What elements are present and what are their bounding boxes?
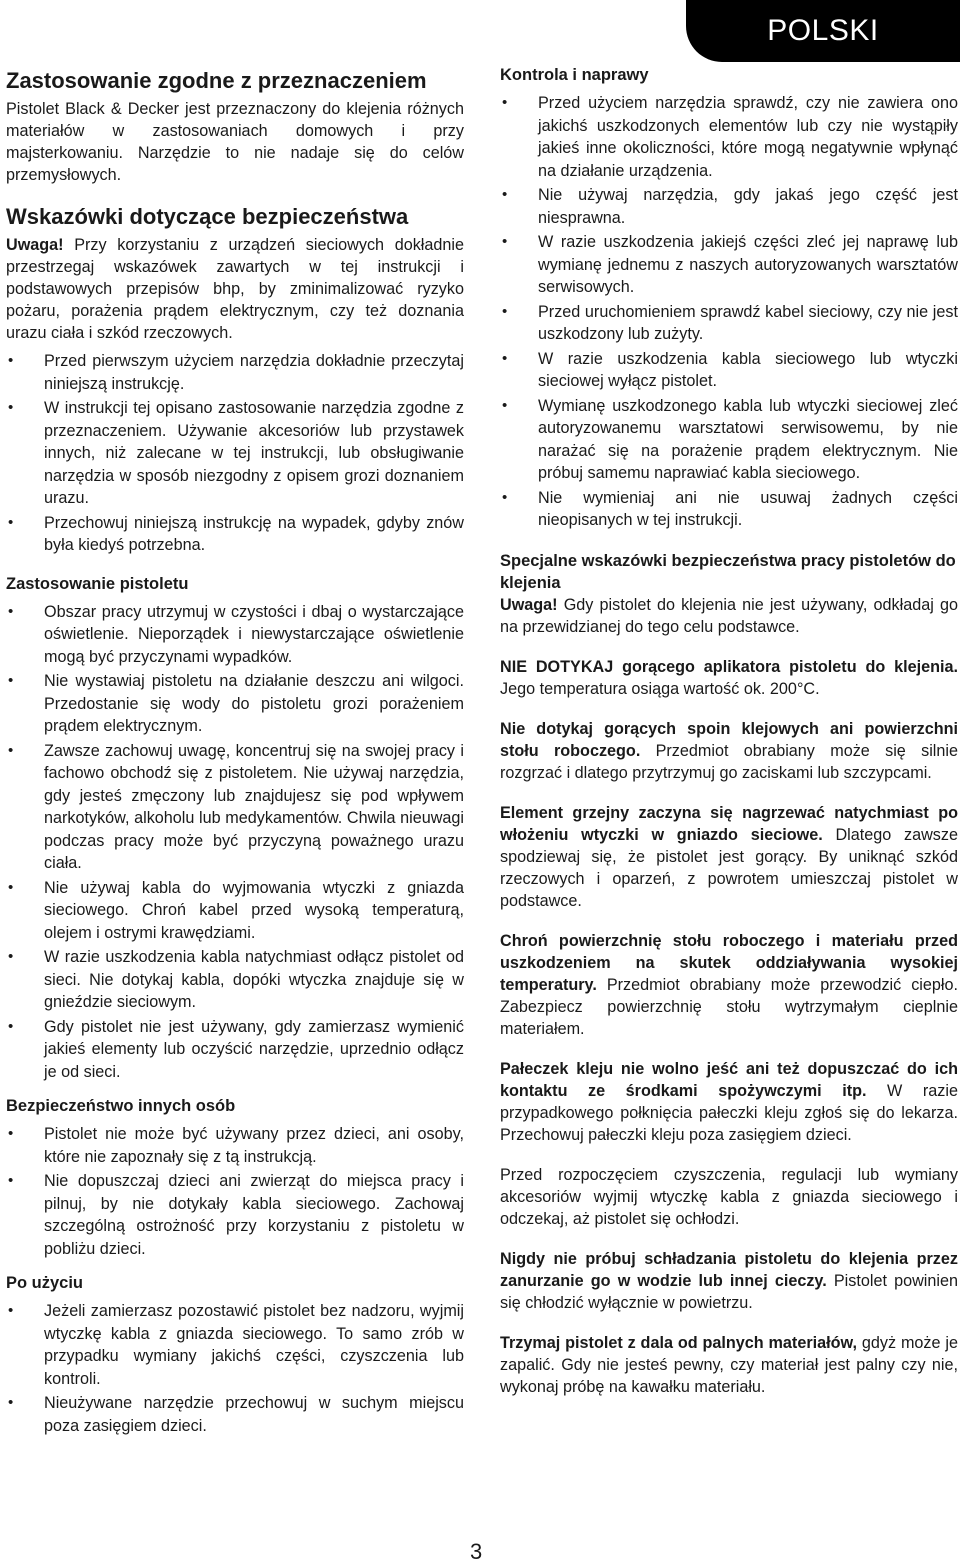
language-tab: POLSKI bbox=[686, 0, 960, 62]
section-title-special-safety: Specjalne wskazówki bezpieczeństwa pracy pistoletów do klejenia bbox=[500, 551, 956, 592]
after-use-list bbox=[6, 1300, 464, 1437]
paragraph-text: gdyż może je zapalić. Gdy nie jesteś pewny, czy materiał jest palny czy nie, wykonaj próbę na kawałku materiału. bbox=[500, 1333, 959, 1396]
section-title-safety: Wskazówki dotyczące bezpieczeństwa bbox=[6, 204, 409, 229]
bold-lead: NIE DOTYKAJ gorącego aplikatora pistoletu do klejenia. bbox=[500, 657, 958, 676]
bold-lead: Nie dotykaj gorących spoin klejowych ani powierzchni stołu roboczego. bbox=[500, 719, 958, 760]
paragraph-hot-nozzle bbox=[500, 656, 958, 700]
paragraph-cleaning: Przed rozpoczęciem czyszczenia, regulacji lub wymiany akcesoriów wyjmij wtyczkę kabla z gniazda sieciowego i odczekaj, aż pistolet się ochłodzi. bbox=[500, 1165, 958, 1228]
warning-text: Przy korzystaniu z urządzeń sieciowych dokładnie przestrzegaj wskazówek zawartych w tej instrukcji i podstawowych przepisów bhp, by zminimalizować ryzyko pożaru, porażenia prądem elektrycznym, czy też doznania urazu ciała i szkód rzeczowych. bbox=[6, 236, 464, 342]
gun-use-list bbox=[6, 601, 464, 1084]
paragraph-text: Gdy pistolet do klejenia nie jest używany, odkładaj go na przewidzianej do tego celu podstawce. bbox=[500, 595, 958, 636]
intended-use-text: Pistolet Black & Decker jest przeznaczony do klejenia różnych materiałów w zastosowaniach domowych i przy majsterkowaniu. Narzędzie to nie nadaje się do celów przemysłowych. bbox=[6, 100, 464, 184]
list-item: • W razie uszkodzenia kabla natychmiast odłącz pistolet od sieci. Nie dotykaj kabla, dopóki wtyczka znajduje się w gnieździe sieciowym. bbox=[6, 946, 464, 1014]
paragraph-cooling bbox=[500, 1248, 958, 1314]
safety-warning-paragraph bbox=[6, 234, 464, 344]
bold-lead: Element grzejny zaczyna się nagrzewać natychmiast po włożeniu wtyczki w gniazdo sieciowe. bbox=[500, 803, 958, 844]
paragraph-protect-surface bbox=[500, 930, 958, 1040]
bold-lead: Trzymaj pistolet z dala od palnych materiałów, bbox=[500, 1333, 857, 1352]
paragraph-text: Dlatego zawsze spodziewaj się, że pistolet jest gorący. By uniknąć szkód rzeczowych i oparzeń, z powrotem umieszczaj pistolet w podstawce. bbox=[500, 825, 958, 910]
list-item: • Nieużywane narzędzie przechowuj w suchym miejscu poza zasięgiem dzieci. bbox=[6, 1392, 464, 1437]
list-item: • Przed uruchomieniem sprawdź kabel sieciowy, czy nie jest uszkodzony lub zużyty. bbox=[500, 301, 958, 346]
paragraph-flammable bbox=[500, 1332, 958, 1398]
paragraph-text: Pistolet powinien się chłodzić wyłącznie w powietrzu. bbox=[500, 1271, 958, 1312]
paragraph-warning bbox=[500, 594, 958, 638]
list-item: • Nie używaj narzędzia, gdy jakaś jego część jest niesprawna. bbox=[500, 184, 958, 229]
paragraph-glue-sticks bbox=[500, 1058, 958, 1146]
general-safety-list bbox=[6, 350, 464, 557]
list-item: • W razie uszkodzenia kabla sieciowego lub wtyczki sieciowej wyłącz pistolet. bbox=[500, 348, 958, 393]
right-column bbox=[500, 64, 958, 1398]
paragraph-text: W razie przypadkowego połknięcia pałeczki kleju zgłoś się do lekarza. Przechowuj pałeczki kleju poza zasięgiem dzieci. bbox=[500, 1081, 958, 1144]
section-title-gun-use: Zastosowanie pistoletu bbox=[6, 574, 189, 593]
list-item: • Nie wymieniaj ani nie usuwaj żadnych części nieopisanych w tej instrukcji. bbox=[500, 487, 958, 532]
list-item: • Przed użyciem narzędzia sprawdź, czy nie zawiera ono jakichś uszkodzonych elementów lub czy nie wystąpiły jakieś inne okoliczności, które mogą negatywnie wpłynąć na działanie urządzenia. bbox=[500, 92, 958, 182]
inspection-list bbox=[500, 92, 958, 532]
list-item: • Nie wystawiaj pistoletu na działanie deszczu ani wilgoci. Przedostanie się wody do pistoletu grozi porażeniem prądem elektrycznym. bbox=[6, 670, 464, 738]
bold-lead: Nigdy nie próbuj schładzania pistoletu do klejenia przez zanurzanie go w wodzie lub innej cieczy. bbox=[500, 1249, 958, 1290]
paragraph-hot-joints bbox=[500, 718, 958, 784]
paragraph-heating-element bbox=[500, 802, 958, 912]
warning-label: Uwaga! bbox=[6, 236, 64, 254]
list-item: • Przechowuj niniejszą instrukcję na wypadek, gdyby znów była kiedyś potrzebna. bbox=[6, 512, 464, 557]
list-item: • Zawsze zachowuj uwagę, koncentruj się na swojej pracy i fachowo obchodź się z pistoletem. Nie używaj narzędzia, gdy jesteś zmęczony lub znajdujesz się pod wpływem narkotyków, alkoholu lub medykamentów. Chwila nieuwagi podczas pracy może być przyczyną poważnego urazu ciała. bbox=[6, 740, 464, 875]
section-title-others-safety: Bezpieczeństwo innych osób bbox=[6, 1097, 236, 1115]
list-item: • Przed pierwszym użyciem narzędzia dokładnie przeczytaj niniejszą instrukcję. bbox=[6, 350, 464, 395]
section-title-intended-use: Zastosowanie zgodne z przeznaczeniem bbox=[6, 68, 427, 93]
paragraph-text: Przedmiot obrabiany może przewodzić ciepło. Zabezpiecz powierzchnię stołu wytrzymałym cieplnie materiałem. bbox=[500, 975, 958, 1038]
list-item: • Wymianę uszkodzonego kabla lub wtyczki sieciowej zleć autoryzowanemu warsztatowi serwisowemu, by nie narażać się na porażenie prądem elektrycznym. Nie próbuj samemu naprawiać kabla sieciowego. bbox=[500, 395, 958, 485]
list-item: • Nie dopuszczaj dzieci ani zwierząt do miejsca pracy i pilnuj, by nie dotykały kabla sieciowego. Zachowaj szczególną ostrożność przy korzystaniu z pistoletu w pobliżu dzieci. bbox=[6, 1170, 464, 1260]
left-column bbox=[6, 64, 464, 1439]
list-item: • W razie uszkodzenia jakiejś części zleć jej naprawę lub wymianę jednemu z naszych autoryzowanych warsztatów serwisowych. bbox=[500, 231, 958, 299]
paragraph-text: Przedmiot obrabiany może się silnie rozgrzać i dlatego przytrzymuj go zaciskami lub szczypcami. bbox=[500, 741, 958, 782]
bold-lead: Uwaga! bbox=[500, 595, 558, 614]
list-item: • Gdy pistolet nie jest używany, gdy zamierzasz wymienić jakieś elementy lub oczyścić narzędzie, uprzednio odłącz je od sieci. bbox=[6, 1016, 464, 1084]
page-number: 3 bbox=[470, 1539, 483, 1564]
list-item: • Nie używaj kabla do wyjmowania wtyczki z gniazda sieciowego. Chroń kabel przed wysoką temperaturą, olejem i ostrymi krawędziami. bbox=[6, 877, 464, 945]
bold-lead: Chroń powierzchnię stołu roboczego i materiału przed uszkodzeniem na skutek oddziaływania wysokiej temperatury. bbox=[500, 931, 958, 994]
paragraph-text: Jego temperatura osiąga wartość ok. 200°C. bbox=[500, 679, 820, 698]
others-safety-list bbox=[6, 1123, 464, 1260]
bold-lead: Pałeczek kleju nie wolno jeść ani też dopuszczać do ich kontaktu ze środkami spożywczymi itp. bbox=[500, 1059, 958, 1100]
list-item: • Pistolet nie może być używany przez dzieci, ani osoby, które nie zapoznały się z tą instrukcją. bbox=[6, 1123, 464, 1168]
list-item: • Jeżeli zamierzasz pozostawić pistolet bez nadzoru, wyjmij wtyczkę kabla z gniazda sieciowego. To samo zrób w przypadku wymiany jakichś części, czyszczenia lub kontroli. bbox=[6, 1300, 464, 1390]
section-title-inspection: Kontrola i naprawy bbox=[500, 66, 649, 84]
section-title-after-use: Po użyciu bbox=[6, 1274, 84, 1292]
list-item: • W instrukcji tej opisano zastosowanie narzędzia zgodne z przeznaczeniem. Używanie akcesoriów lub przystawek innych, niż zalecane w tej instrukcji, lub obsługiwanie narzędzia w sposób niezgodny z opisem grozi doznaniem urazu. bbox=[6, 397, 464, 510]
list-item: • Obszar pracy utrzymuj w czystości i dbaj o wystarczające oświetlenie. Nieporządek i niewystarczające oświetlenie mogą być przyczynami wypadków. bbox=[6, 601, 464, 669]
